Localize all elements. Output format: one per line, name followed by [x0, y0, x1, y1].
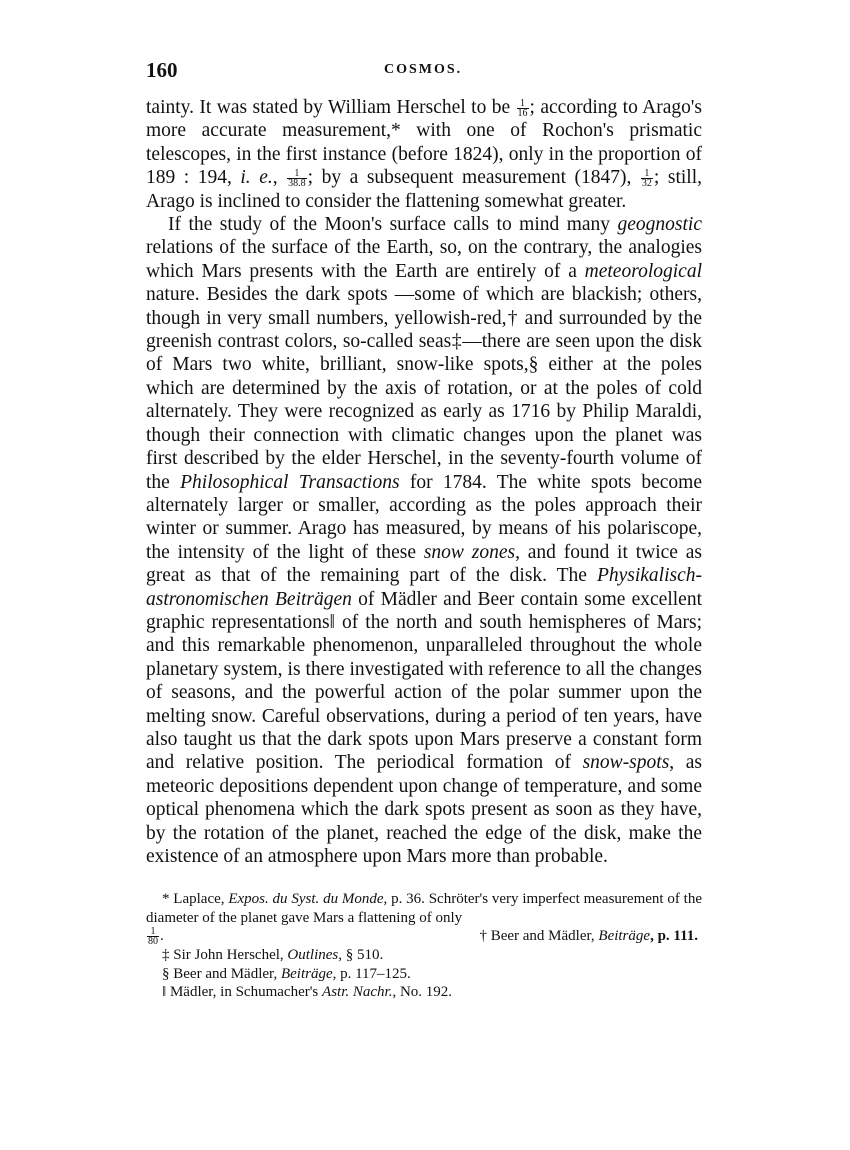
text-run: tainty. It was stated by William Herschel to be [146, 97, 516, 118]
text-run: § Beer and Mädler, [162, 965, 281, 982]
italic-text: i. e. [240, 167, 273, 189]
footnote-1 [146, 890, 702, 927]
page-header [146, 58, 702, 88]
fraction-numerator: 1 [287, 169, 307, 179]
footnote-3 [146, 946, 702, 965]
fraction [517, 99, 529, 118]
text-run: , § 510. [338, 947, 384, 964]
running-head: COSMOS. [384, 62, 463, 77]
fraction-denominator: 16 [517, 108, 528, 120]
italic-text: meteorological [584, 260, 702, 282]
fraction [147, 927, 159, 946]
italic-text: snow zones [423, 541, 516, 563]
footnote-5 [146, 983, 702, 1002]
bold-text: , p. 111. [650, 928, 698, 945]
text-run: , [272, 167, 287, 189]
body-text [146, 96, 702, 868]
text-run: * Laplace, [162, 891, 229, 908]
text-run: , and found it twice as great as that of the remaining part of the disk. The [146, 541, 702, 587]
italic-text: Beiträge [280, 965, 333, 982]
italic-text: Astr. Nachr. [322, 984, 393, 1001]
text-run: ‡ Sir John Herschel, [162, 947, 288, 964]
text-run: for 1784. The white spots become alternately larger or smaller, according as the poles approach their winter or summer. Arago has measured, by means of his polariscope, the intensity of the light of these [146, 471, 702, 563]
text-run: nature. Besides the dark spots —some of which are blackish; others, though in very small numbers, yellowish-red,† and surrounded by the greenish contrast colors, so-called seas‡—there are seen upon the disk of Mars two white, brilliant, snow-like spots,§ either at the poles which are determined by the axis of rotation, or at the poles of cold alternately. They were recognized as early as 1716 by Philip Maraldi, though their connection with climatic changes upon the planet was first described by the elder Herschel, in the seventy-fourth volume of the [146, 284, 702, 493]
text-run: , No. 192. [392, 984, 453, 1001]
footnote-line [146, 927, 702, 946]
paragraph-1 [146, 96, 702, 213]
book-page [146, 58, 702, 1002]
text-run: , p. 117–125. [332, 965, 411, 982]
text-run: , as meteoric depositions dependent upon change of temperature, and some optical phenomena which the dark spots present as soon as they have, by the rotation of the planet, reached the edge of the disk, make the existence of an atmosphere upon Mars more than probable. [146, 752, 702, 867]
fraction [287, 169, 307, 188]
italic-text: snow-spots [582, 752, 670, 774]
fraction-denominator: 38.8 [288, 178, 306, 190]
text-run: ‖ Mädler, in Schumacher's [162, 984, 323, 1001]
text-run: . [160, 928, 164, 945]
text-run: ; by a subsequent measurement (1847), [307, 167, 640, 189]
text-run: of Mädler and Beer contain some excellent graphic representations‖ of the north and south hemispheres of Mars; and this remarkable phenomenon, unparalleled throughout the whole planetary system, is there investigated with reference to all the changes of seasons, and the powerful action of the polar summer upon the melting snow. Careful observations, during a period of ten years, have also taught us that the dark spots upon Mars preserve a constant form and relative position. The periodical formation of [146, 588, 702, 774]
fraction-denominator: 80 [148, 936, 158, 948]
italic-text: Expos. du Syst. du Monde [228, 891, 384, 908]
footnote-2 [479, 927, 702, 946]
page-number: 160 [146, 58, 178, 82]
text-run: ; according to Arago's more accurate measurement,* with one of Rochon's prismatic telescopes, in the first instance (before 1824), only in the proportion of 189 : 194, [146, 97, 702, 189]
text-run: † Beer and Mädler, [479, 928, 599, 945]
text-run: If the study of the Moon's surface calls to mind many [168, 214, 618, 236]
fraction-numerator: 1 [641, 169, 653, 179]
italic-text: Philosophical Transactions [180, 471, 400, 493]
italic-text: Physikalisch-astronomischen Beiträgen [146, 565, 702, 610]
italic-text: Beiträge [598, 928, 651, 945]
italic-text: geognostic [617, 214, 702, 236]
footnote-1-end [146, 927, 164, 946]
italic-text: Outlines [287, 947, 339, 964]
footnote-4 [146, 965, 702, 984]
text-run: ; still, Arago is inclined to consider the flattening somewhat greater. [146, 167, 703, 212]
text-run: relations of the surface of the Earth, so, on the contrary, the analogies which Mars presents with the Earth are entirely of a [146, 237, 702, 282]
text-run: , p. 36. Schröter's very imperfect measurement of the diameter of the planet gave Mars a flattening of only [146, 891, 702, 926]
footnotes [146, 890, 702, 1002]
fraction-numerator: 1 [517, 99, 529, 109]
fraction [641, 169, 653, 188]
fraction-denominator: 32 [641, 178, 652, 190]
fraction-numerator: 1 [147, 927, 159, 937]
paragraph-2 [146, 213, 702, 868]
